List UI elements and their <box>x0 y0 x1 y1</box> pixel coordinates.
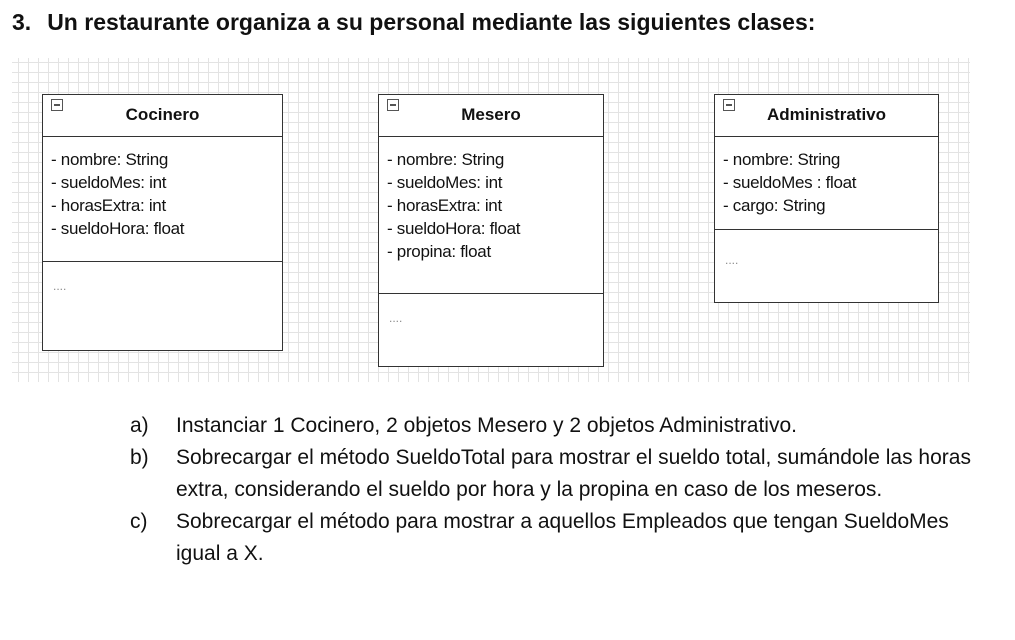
operations-section <box>379 294 603 324</box>
uml-diagram-canvas <box>12 58 970 382</box>
question-heading <box>12 9 815 36</box>
class-header <box>379 95 603 137</box>
task-marker: c) <box>130 510 148 533</box>
task-text: Sobrecargar el método SueldoTotal para mostrar el sueldo total, sumándole las horas extra, considerando el sueldo por hora y la propina en caso de los meseros. <box>176 446 971 501</box>
attributes-section <box>43 137 282 262</box>
attribute: - nombre: String <box>387 150 505 169</box>
attribute: - nombre: String <box>723 150 841 169</box>
class-name: Cocinero <box>125 105 200 124</box>
attribute: - sueldoHora: float <box>51 219 185 238</box>
class-box-cocinero <box>42 94 283 351</box>
attribute: - cargo: String <box>723 196 826 215</box>
attribute: - propina: float <box>387 242 491 261</box>
task-item-a <box>130 410 990 442</box>
attribute: - horasExtra: int <box>51 196 166 215</box>
collapse-icon[interactable] <box>723 99 735 111</box>
attributes-section <box>715 137 938 230</box>
class-box-mesero <box>378 94 604 367</box>
attribute: - sueldoHora: float <box>387 219 521 238</box>
task-item-b <box>130 442 990 506</box>
question-text: Un restaurante organiza a su personal mediante las siguientes clases: <box>47 9 816 35</box>
task-item-c <box>130 506 990 570</box>
class-box-administrativo <box>714 94 939 303</box>
operations-placeholder: .... <box>53 279 67 293</box>
attribute: - nombre: String <box>51 150 169 169</box>
attribute: - sueldoMes: int <box>387 173 503 192</box>
collapse-icon[interactable] <box>51 99 63 111</box>
task-text: Instanciar 1 Cocinero, 2 objetos Mesero y 2 objetos Administrativo. <box>176 414 797 437</box>
attribute: - sueldoMes : float <box>723 173 857 192</box>
class-name: Mesero <box>461 105 521 124</box>
class-header <box>43 95 282 137</box>
class-header <box>715 95 938 137</box>
task-marker: b) <box>130 446 149 469</box>
operations-section <box>715 230 938 266</box>
attributes-section <box>379 137 603 294</box>
operations-placeholder: .... <box>389 311 403 325</box>
attribute: - sueldoMes: int <box>51 173 167 192</box>
collapse-icon[interactable] <box>387 99 399 111</box>
operations-placeholder: .... <box>725 253 739 267</box>
task-marker: a) <box>130 414 149 437</box>
question-number: 3. <box>12 9 32 35</box>
class-name: Administrativo <box>766 105 887 124</box>
task-list <box>130 410 990 570</box>
task-text: Sobrecargar el método para mostrar a aquellos Empleados que tengan SueldoMes igual a X. <box>176 510 949 565</box>
operations-section <box>43 262 282 292</box>
attribute: - horasExtra: int <box>387 196 502 215</box>
